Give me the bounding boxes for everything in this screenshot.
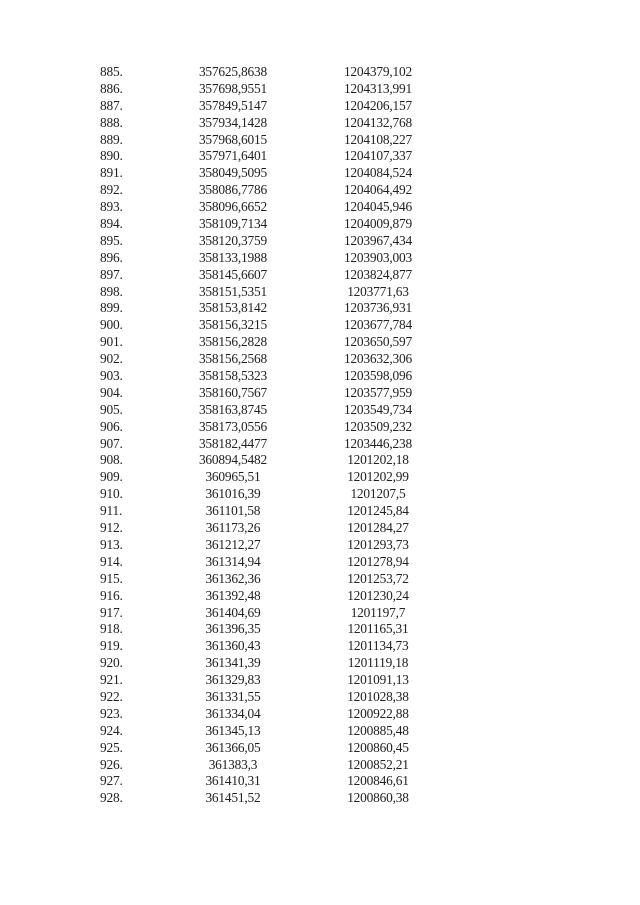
point-number: 912.: [100, 520, 123, 536]
y-coordinate: 1204379,102: [343, 64, 413, 79]
y-coordinate: 1201230,24: [347, 587, 409, 603]
point-number: 922.: [100, 688, 123, 704]
y-coordinate: 1203577,959: [343, 384, 413, 400]
x-coordinate: 361392,48: [205, 587, 261, 603]
table-row: [100, 64, 440, 81]
y-coordinate: 1204132,768: [343, 114, 413, 130]
table-row: [100, 520, 440, 537]
x-coordinate: 361341,39: [205, 655, 261, 671]
y-coordinate: 1203650,597: [343, 334, 413, 350]
point-number: 918.: [100, 621, 123, 637]
point-number: 923.: [100, 705, 123, 721]
y-coordinate: 1203677,784: [343, 317, 413, 333]
y-coordinate: 1204313,991: [343, 80, 413, 96]
x-coordinate: 357625,8638: [198, 64, 268, 79]
y-coordinate: 1204064,492: [343, 182, 413, 198]
table-row: [100, 757, 440, 774]
y-coordinate: 1203771,63: [347, 283, 409, 299]
table-row: [100, 233, 440, 250]
y-coordinate: 1201119,18: [347, 655, 409, 671]
table-row: [100, 250, 440, 267]
y-coordinate: 1201165,31: [347, 621, 409, 637]
table-row: [100, 672, 440, 689]
y-coordinate: 1200922,88: [347, 705, 409, 721]
x-coordinate: 361451,52: [205, 790, 261, 806]
y-coordinate: 1204107,337: [343, 148, 413, 164]
y-coordinate: 1203903,003: [343, 249, 413, 265]
point-number: 927.: [100, 773, 123, 789]
y-coordinate: 1203967,434: [343, 232, 413, 248]
table-row: [100, 81, 440, 98]
x-coordinate: 361366,05: [205, 739, 261, 755]
point-number: 909.: [100, 469, 123, 485]
x-coordinate: 361331,55: [205, 688, 261, 704]
table-row: [100, 689, 440, 706]
y-coordinate: 1201202,18: [347, 452, 409, 468]
y-coordinate: 1201293,73: [347, 536, 409, 552]
x-coordinate: 358163,8745: [198, 401, 268, 417]
x-coordinate: 358156,2828: [198, 334, 268, 350]
x-coordinate: 361212,27: [205, 536, 261, 552]
y-coordinate: 1204045,946: [343, 199, 413, 215]
point-number: 892.: [100, 182, 123, 198]
table-row: [100, 351, 440, 368]
point-number: 916.: [100, 587, 123, 603]
table-row: [100, 554, 440, 571]
table-row: [100, 723, 440, 740]
y-coordinate: 1204108,227: [343, 131, 413, 147]
x-coordinate: 360965,51: [205, 469, 261, 485]
y-coordinate: 1203549,734: [343, 401, 413, 417]
table-row: [100, 588, 440, 605]
point-number: 928.: [100, 790, 123, 806]
point-number: 900.: [100, 317, 123, 333]
x-coordinate: 358109,7134: [198, 216, 268, 232]
point-number: 894.: [100, 216, 123, 232]
x-coordinate: 358145,6607: [198, 266, 268, 282]
y-coordinate: 1201197,7: [350, 604, 406, 620]
point-number: 908.: [100, 452, 123, 468]
x-coordinate: 361396,35: [205, 621, 261, 637]
point-number: 904.: [100, 384, 123, 400]
table-row: [100, 98, 440, 115]
table-row: [100, 740, 440, 757]
table-row: [100, 132, 440, 149]
y-coordinate: 1201207,5: [350, 486, 406, 502]
x-coordinate: 358160,7567: [198, 384, 268, 400]
x-coordinate: 361362,36: [205, 570, 261, 586]
table-row: [100, 571, 440, 588]
table-row: [100, 621, 440, 638]
coordinates-table: [100, 64, 440, 807]
x-coordinate: 358133,1988: [198, 249, 268, 265]
y-coordinate: 1200860,45: [347, 739, 409, 755]
table-row: [100, 706, 440, 723]
point-number: 913.: [100, 536, 123, 552]
table-row: [100, 317, 440, 334]
point-number: 911.: [100, 503, 123, 519]
point-number: 907.: [100, 435, 123, 451]
point-number: 899.: [100, 300, 123, 316]
point-number: 895.: [100, 232, 123, 248]
point-number: 906.: [100, 418, 123, 434]
point-number: 887.: [100, 97, 123, 113]
point-number: 902.: [100, 351, 123, 367]
y-coordinate: 1204206,157: [343, 97, 413, 113]
point-number: 889.: [100, 131, 123, 147]
y-coordinate: 1201253,72: [347, 570, 409, 586]
y-coordinate: 1200852,21: [347, 756, 409, 772]
table-row: [100, 537, 440, 554]
x-coordinate: 361360,43: [205, 638, 261, 654]
x-coordinate: 358182,4477: [198, 435, 268, 451]
y-coordinate: 1204084,524: [343, 165, 413, 181]
x-coordinate: 358153,8142: [198, 300, 268, 316]
y-coordinate: 1201134,73: [347, 638, 409, 654]
x-coordinate: 361016,39: [205, 486, 261, 502]
y-coordinate: 1203632,306: [343, 351, 413, 367]
table-row: [100, 267, 440, 284]
point-number: 921.: [100, 672, 123, 688]
x-coordinate: 358096,6652: [198, 199, 268, 215]
table-row: [100, 300, 440, 317]
x-coordinate: 361404,69: [205, 604, 261, 620]
point-number: 885.: [100, 64, 123, 79]
point-number: 891.: [100, 165, 123, 181]
point-number: 917.: [100, 604, 123, 620]
point-number: 890.: [100, 148, 123, 164]
y-coordinate: 1203598,096: [343, 368, 413, 384]
y-coordinate: 1203446,238: [343, 435, 413, 451]
y-coordinate: 1201278,94: [347, 553, 409, 569]
y-coordinate: 1201284,27: [347, 520, 409, 536]
point-number: 915.: [100, 570, 123, 586]
table-row: [100, 284, 440, 301]
y-coordinate: 1201245,84: [347, 503, 409, 519]
table-row: [100, 199, 440, 216]
y-coordinate: 1200846,61: [347, 773, 409, 789]
x-coordinate: 357934,1428: [198, 114, 268, 130]
y-coordinate: 1201202,99: [347, 469, 409, 485]
point-number: 910.: [100, 486, 123, 502]
point-number: 905.: [100, 401, 123, 417]
x-coordinate: 361410,31: [205, 773, 261, 789]
y-coordinate: 1201028,38: [347, 688, 409, 704]
x-coordinate: 358120,3759: [198, 232, 268, 248]
table-row: [100, 148, 440, 165]
x-coordinate: 358173,0556: [198, 418, 268, 434]
point-number: 898.: [100, 283, 123, 299]
point-number: 919.: [100, 638, 123, 654]
point-number: 893.: [100, 199, 123, 215]
table-row: [100, 368, 440, 385]
table-row: [100, 469, 440, 486]
y-coordinate: 1204009,879: [343, 216, 413, 232]
table-row: [100, 503, 440, 520]
point-number: 896.: [100, 249, 123, 265]
x-coordinate: 361345,13: [205, 722, 261, 738]
table-row: [100, 402, 440, 419]
table-row: [100, 790, 440, 807]
x-coordinate: 357698,9551: [198, 80, 268, 96]
point-number: 926.: [100, 756, 123, 772]
y-coordinate: 1200860,38: [347, 790, 409, 806]
table-row: [100, 452, 440, 469]
x-coordinate: 358049,5095: [198, 165, 268, 181]
x-coordinate: 361383,3: [208, 756, 258, 772]
y-coordinate: 1203736,931: [343, 300, 413, 316]
table-row: [100, 419, 440, 436]
table-row: [100, 638, 440, 655]
point-number: 924.: [100, 722, 123, 738]
table-row: [100, 385, 440, 402]
x-coordinate: 358086,7786: [198, 182, 268, 198]
point-number: 920.: [100, 655, 123, 671]
x-coordinate: 358156,2568: [198, 351, 268, 367]
y-coordinate: 1203824,877: [343, 266, 413, 282]
x-coordinate: 358158,5323: [198, 368, 268, 384]
y-coordinate: 1201091,13: [347, 672, 409, 688]
point-number: 897.: [100, 266, 123, 282]
x-coordinate: 361101,58: [205, 503, 261, 519]
x-coordinate: 357968,6015: [198, 131, 268, 147]
point-number: 903.: [100, 368, 123, 384]
x-coordinate: 358151,5351: [198, 283, 268, 299]
x-coordinate: 357971,6401: [198, 148, 268, 164]
table-row: [100, 115, 440, 132]
point-number: 914.: [100, 553, 123, 569]
x-coordinate: 358156,3215: [198, 317, 268, 333]
table-row: [100, 182, 440, 199]
point-number: 925.: [100, 739, 123, 755]
table-row: [100, 436, 440, 453]
table-row: [100, 334, 440, 351]
point-number: 888.: [100, 114, 123, 130]
table-row: [100, 165, 440, 182]
table-row: [100, 773, 440, 790]
x-coordinate: 361173,26: [205, 520, 261, 536]
point-number: 901.: [100, 334, 123, 350]
table-row: [100, 605, 440, 622]
x-coordinate: 361334,04: [205, 705, 261, 721]
y-coordinate: 1203509,232: [343, 418, 413, 434]
x-coordinate: 357849,5147: [198, 97, 268, 113]
point-number: 886.: [100, 80, 123, 96]
y-coordinate: 1200885,48: [347, 722, 409, 738]
table-row: [100, 216, 440, 233]
table-row: [100, 486, 440, 503]
x-coordinate: 361329,83: [205, 672, 261, 688]
x-coordinate: 360894,5482: [198, 452, 268, 468]
table-row: [100, 655, 440, 672]
x-coordinate: 361314,94: [205, 553, 261, 569]
